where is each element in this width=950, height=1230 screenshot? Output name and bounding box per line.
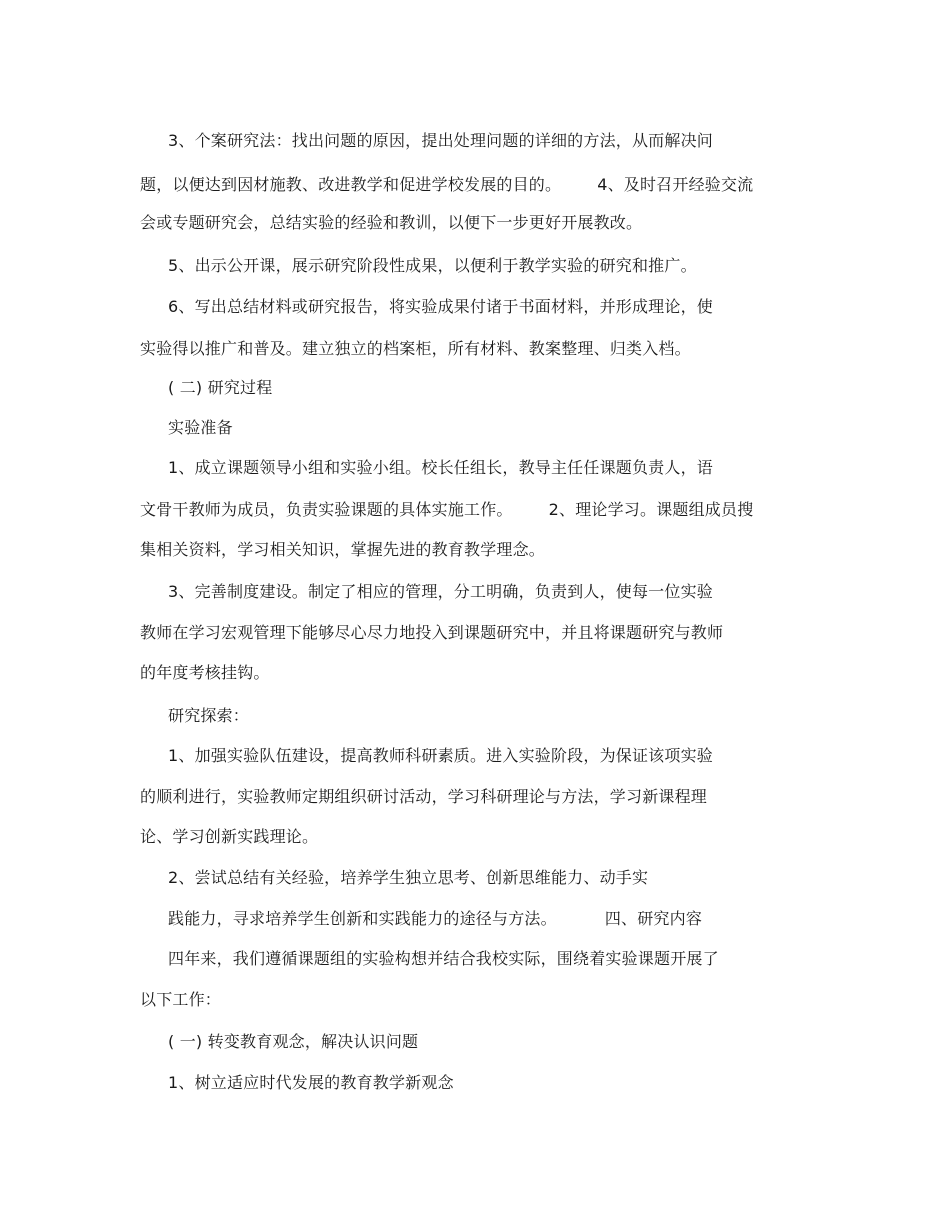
text-run: 文骨干教师为成员，负责实验课题的具体实施工作。 <box>140 500 513 519</box>
text-run: 4、及时召开经验交流 <box>597 175 754 194</box>
paragraph-line: 6、写出总结材料或研究报告，将实验成果付诸于书面材料，并形成理论，使 <box>168 297 713 316</box>
paragraph-line: 1、加强实验队伍建设，提高教师科研素质。进入实验阶段，为保证该项实验 <box>168 746 713 765</box>
paragraph-line: 以下工作： <box>140 990 222 1009</box>
text-run: 2、理论学习。课题组成员搜 <box>548 500 754 519</box>
paragraph-line: 的年度考核挂钩。 <box>140 663 270 682</box>
text-run: 题，以便达到因材施教、改进教学和促进学校发展的目的。 <box>140 175 562 194</box>
text-run: 践能力，寻求培养学生创新和实践能力的途径与方法。 <box>168 909 557 928</box>
paragraph-line <box>140 175 753 195</box>
paragraph-line: 教师在学习宏观管理下能够尽心尽力地投入到课题研究中，并且将课题研究与教师 <box>140 623 724 642</box>
section-heading: ( 二) 研究过程 <box>168 378 273 397</box>
subsection-heading: 1、树立适应时代发展的教育教学新观念 <box>168 1073 454 1092</box>
subsection-heading: 研究探索： <box>168 706 250 725</box>
paragraph-line: 1、成立课题领导小组和实验小组。校长任组长，教导主任任课题负责人，语 <box>168 458 713 477</box>
paragraph-line: 5、出示公开课，展示研究阶段性成果，以便利于教学实验的研究和推广。 <box>168 256 697 275</box>
paragraph-line: 集相关资料，学习相关知识，掌握先进的教育教学理念。 <box>140 540 546 559</box>
paragraph-line: 实验得以推广和普及。建立独立的档案柜，所有材料、教案整理、归类入档。 <box>140 339 691 358</box>
paragraph-line: 会或专题研究会，总结实验的经验和教训，以便下一步更好开展教改。 <box>140 213 643 232</box>
paragraph-line: 3、个案研究法：找出问题的原因，提出处理问题的详细的方法，从而解决问 <box>168 131 713 150</box>
section-heading: ( 一) 转变教育观念，解决认识问题 <box>168 1032 419 1051</box>
paragraph-line: 论、学习创新实践理论。 <box>140 827 319 846</box>
paragraph-line: 2、尝试总结有关经验，培养学生独立思考、创新思维能力、动手实 <box>168 868 649 887</box>
paragraph-line: 的顺利进行，实验教师定期组织研讨活动，学习科研理论与方法，学习新课程理 <box>140 787 708 806</box>
section-heading: 四、研究内容 <box>604 909 703 928</box>
subsection-heading: 实验准备 <box>168 418 233 437</box>
paragraph-line <box>168 909 702 929</box>
paragraph-line <box>140 500 753 520</box>
paragraph-line: 四年来，我们遵循课题组的实验构想并结合我校实际，围绕着实验课题开展了 <box>168 949 719 968</box>
paragraph-line: 3、完善制度建设。制定了相应的管理，分工明确，负责到人，使每一位实验 <box>168 582 713 601</box>
